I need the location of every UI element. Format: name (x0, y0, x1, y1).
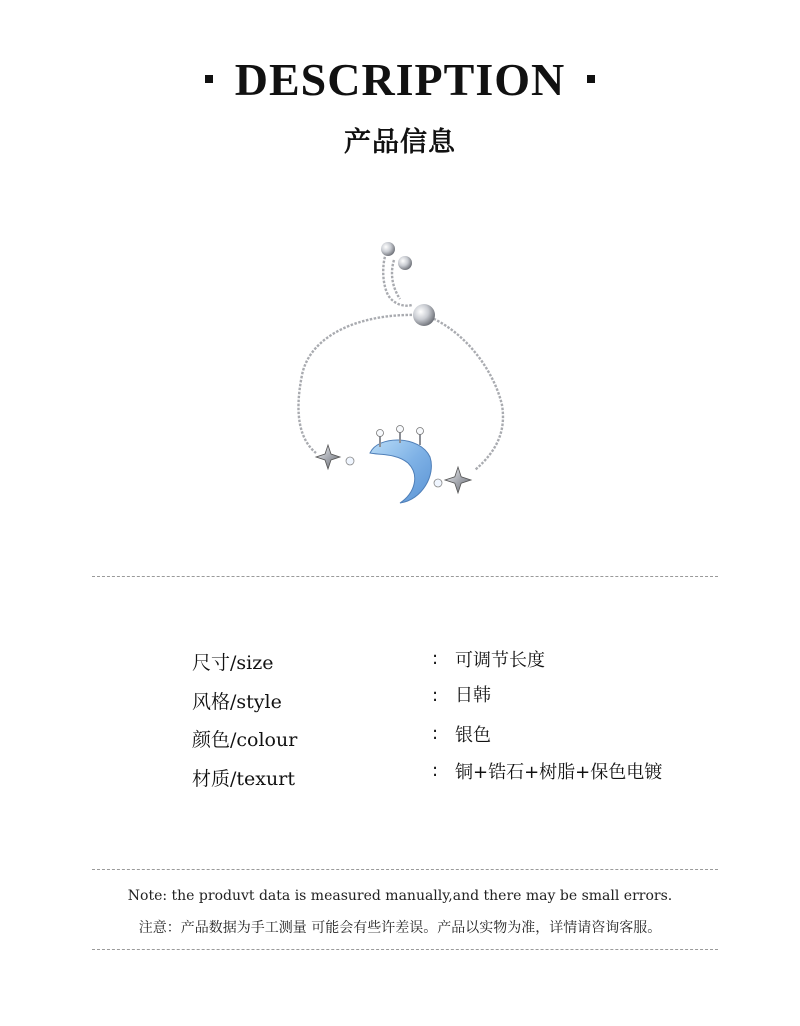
chain-end-bead-top (381, 242, 395, 256)
spec-separator: : (432, 760, 439, 781)
spec-row-material (0, 760, 800, 794)
spec-row-colour (0, 725, 800, 755)
spec-label: 颜色/colour (192, 729, 298, 751)
title-left-dot (205, 75, 213, 83)
spec-label: 材质/texurt (192, 768, 295, 790)
spec-label: 尺寸/size (192, 652, 274, 674)
crystal-right (434, 479, 442, 487)
divider-top (92, 576, 718, 577)
title-right-dot (587, 75, 595, 83)
title-row (0, 50, 800, 108)
crystal-left (346, 457, 354, 465)
right-star-charm (445, 467, 471, 493)
spec-row-size (0, 648, 800, 678)
chain-end-bead-second (398, 256, 412, 270)
page-title: DESCRIPTION (234, 53, 566, 105)
moon-charm (370, 426, 431, 504)
spec-separator: : (432, 648, 439, 669)
spec-row-style (0, 687, 800, 717)
divider-notes-top (92, 869, 718, 870)
note-english: Note: the produvt data is measured manually,and there may be small errors. (127, 888, 673, 904)
spec-value: 银色 (455, 725, 491, 746)
note-chinese: 注意：产品数据为手工测量 可能会有些许差误。产品以实物为准，详情请咨询客服。 (138, 920, 662, 936)
header (0, 50, 800, 159)
spec-value: 铜+锆石+树脂+保色电镀 (455, 762, 663, 783)
divider-notes-bottom (92, 949, 718, 950)
slider-bead (413, 304, 435, 326)
product-image (270, 225, 530, 525)
spec-value: 可调节长度 (455, 650, 545, 671)
spec-label: 风格/style (192, 691, 282, 713)
spec-value: 日韩 (455, 685, 491, 706)
page-subtitle: 产品信息 (344, 127, 456, 158)
spec-separator: : (432, 723, 439, 744)
left-star-charm (316, 445, 340, 469)
spec-separator: : (432, 685, 439, 706)
